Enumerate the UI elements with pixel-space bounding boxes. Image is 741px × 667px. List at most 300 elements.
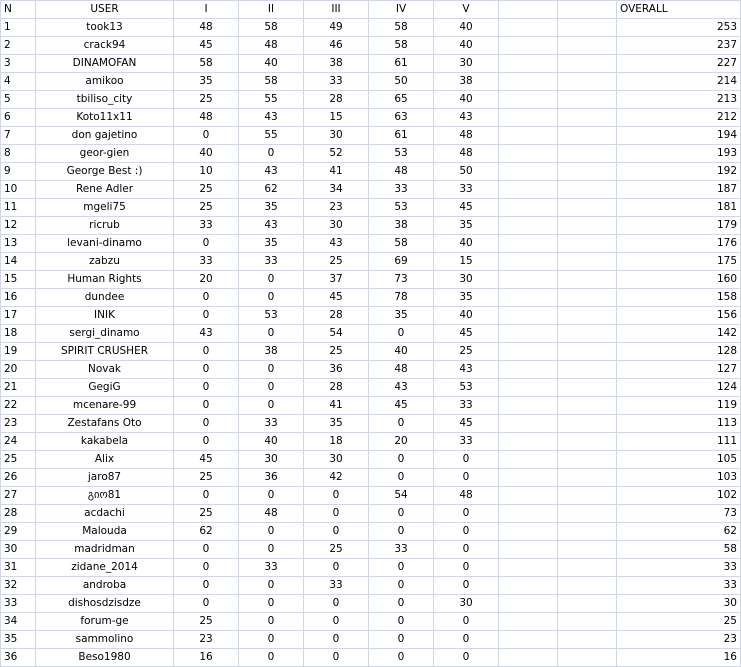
cell-overall[interactable]: 128 — [617, 343, 741, 361]
cell-overall[interactable]: 192 — [617, 163, 741, 181]
cell-n[interactable]: 7 — [1, 127, 36, 145]
cell-iv[interactable]: 65 — [369, 91, 434, 109]
cell-i[interactable]: 25 — [174, 469, 239, 487]
cell-overall[interactable]: 124 — [617, 379, 741, 397]
cell-user[interactable]: jaro87 — [36, 469, 174, 487]
cell-i[interactable]: 48 — [174, 109, 239, 127]
cell-v[interactable]: 30 — [434, 55, 499, 73]
cell-overall[interactable]: 58 — [617, 541, 741, 559]
empty-cell[interactable] — [499, 37, 558, 55]
cell-user[interactable]: took13 — [36, 19, 174, 37]
cell-ii[interactable]: 35 — [239, 199, 304, 217]
empty-cell[interactable] — [499, 181, 558, 199]
cell-overall[interactable]: 213 — [617, 91, 741, 109]
cell-iv[interactable]: 35 — [369, 307, 434, 325]
empty-cell[interactable] — [499, 1, 558, 19]
cell-iv[interactable]: 61 — [369, 55, 434, 73]
cell-n[interactable]: 25 — [1, 451, 36, 469]
empty-cell[interactable] — [558, 289, 617, 307]
cell-iv[interactable]: 0 — [369, 469, 434, 487]
empty-cell[interactable] — [558, 307, 617, 325]
cell-ii[interactable]: 40 — [239, 55, 304, 73]
cell-n[interactable]: 23 — [1, 415, 36, 433]
cell-i[interactable]: 58 — [174, 55, 239, 73]
cell-n[interactable]: 32 — [1, 577, 36, 595]
cell-iii[interactable]: 28 — [304, 379, 369, 397]
empty-cell[interactable] — [499, 163, 558, 181]
empty-cell[interactable] — [558, 595, 617, 613]
cell-iii[interactable]: 49 — [304, 19, 369, 37]
cell-user[interactable]: Alix — [36, 451, 174, 469]
cell-iii[interactable]: 0 — [304, 631, 369, 649]
header-ii[interactable]: II — [239, 1, 304, 19]
cell-i[interactable]: 10 — [174, 163, 239, 181]
cell-n[interactable]: 28 — [1, 505, 36, 523]
empty-cell[interactable] — [499, 253, 558, 271]
cell-i[interactable]: 25 — [174, 505, 239, 523]
cell-i[interactable]: 0 — [174, 487, 239, 505]
empty-cell[interactable] — [558, 523, 617, 541]
cell-user[interactable]: zidane_2014 — [36, 559, 174, 577]
cell-iv[interactable]: 58 — [369, 37, 434, 55]
empty-cell[interactable] — [499, 397, 558, 415]
cell-user[interactable]: mcenare-99 — [36, 397, 174, 415]
cell-iii[interactable]: 28 — [304, 91, 369, 109]
cell-n[interactable]: 31 — [1, 559, 36, 577]
cell-n[interactable]: 26 — [1, 469, 36, 487]
cell-i[interactable]: 0 — [174, 559, 239, 577]
cell-user[interactable]: SPIRIT CRUSHER — [36, 343, 174, 361]
cell-overall[interactable]: 237 — [617, 37, 741, 55]
cell-n[interactable]: 5 — [1, 91, 36, 109]
header-v[interactable]: V — [434, 1, 499, 19]
cell-iii[interactable]: 52 — [304, 145, 369, 163]
cell-i[interactable]: 0 — [174, 289, 239, 307]
empty-cell[interactable] — [499, 307, 558, 325]
cell-iv[interactable]: 40 — [369, 343, 434, 361]
cell-i[interactable]: 0 — [174, 433, 239, 451]
cell-ii[interactable]: 36 — [239, 469, 304, 487]
cell-overall[interactable]: 176 — [617, 235, 741, 253]
cell-user[interactable]: გიო81 — [36, 487, 174, 505]
cell-user[interactable]: sergi_dinamo — [36, 325, 174, 343]
empty-cell[interactable] — [558, 109, 617, 127]
empty-cell[interactable] — [558, 271, 617, 289]
cell-iv[interactable]: 38 — [369, 217, 434, 235]
cell-user[interactable]: kakabela — [36, 433, 174, 451]
cell-v[interactable]: 0 — [434, 541, 499, 559]
empty-cell[interactable] — [558, 343, 617, 361]
cell-ii[interactable]: 58 — [239, 19, 304, 37]
cell-n[interactable]: 10 — [1, 181, 36, 199]
cell-i[interactable]: 0 — [174, 235, 239, 253]
cell-user[interactable]: dundee — [36, 289, 174, 307]
empty-cell[interactable] — [499, 217, 558, 235]
cell-v[interactable]: 0 — [434, 631, 499, 649]
cell-overall[interactable]: 23 — [617, 631, 741, 649]
cell-iv[interactable]: 63 — [369, 109, 434, 127]
cell-i[interactable]: 62 — [174, 523, 239, 541]
cell-v[interactable]: 15 — [434, 253, 499, 271]
cell-i[interactable]: 43 — [174, 325, 239, 343]
cell-overall[interactable]: 127 — [617, 361, 741, 379]
cell-iii[interactable]: 23 — [304, 199, 369, 217]
empty-cell[interactable] — [499, 289, 558, 307]
cell-i[interactable]: 16 — [174, 649, 239, 667]
empty-cell[interactable] — [558, 181, 617, 199]
cell-n[interactable]: 15 — [1, 271, 36, 289]
cell-iii[interactable]: 43 — [304, 235, 369, 253]
empty-cell[interactable] — [499, 595, 558, 613]
empty-cell[interactable] — [499, 19, 558, 37]
empty-cell[interactable] — [499, 379, 558, 397]
cell-iii[interactable]: 36 — [304, 361, 369, 379]
cell-n[interactable]: 11 — [1, 199, 36, 217]
cell-user[interactable]: Human Rights — [36, 271, 174, 289]
cell-i[interactable]: 0 — [174, 379, 239, 397]
cell-iv[interactable]: 20 — [369, 433, 434, 451]
empty-cell[interactable] — [499, 433, 558, 451]
empty-cell[interactable] — [499, 523, 558, 541]
cell-v[interactable]: 45 — [434, 415, 499, 433]
cell-iv[interactable]: 33 — [369, 541, 434, 559]
cell-ii[interactable]: 33 — [239, 415, 304, 433]
empty-cell[interactable] — [558, 379, 617, 397]
empty-cell[interactable] — [499, 91, 558, 109]
empty-cell[interactable] — [499, 271, 558, 289]
cell-overall[interactable]: 175 — [617, 253, 741, 271]
cell-user[interactable]: mgeli75 — [36, 199, 174, 217]
cell-iii[interactable]: 34 — [304, 181, 369, 199]
cell-v[interactable]: 40 — [434, 235, 499, 253]
cell-overall[interactable]: 30 — [617, 595, 741, 613]
empty-cell[interactable] — [558, 397, 617, 415]
cell-iii[interactable]: 0 — [304, 559, 369, 577]
cell-ii[interactable]: 0 — [239, 145, 304, 163]
empty-cell[interactable] — [499, 577, 558, 595]
empty-cell[interactable] — [499, 109, 558, 127]
empty-cell[interactable] — [499, 505, 558, 523]
empty-cell[interactable] — [558, 325, 617, 343]
cell-iii[interactable]: 0 — [304, 613, 369, 631]
cell-i[interactable]: 0 — [174, 127, 239, 145]
cell-overall[interactable]: 142 — [617, 325, 741, 343]
cell-user[interactable]: forum-ge — [36, 613, 174, 631]
cell-i[interactable]: 40 — [174, 145, 239, 163]
cell-iv[interactable]: 45 — [369, 397, 434, 415]
cell-overall[interactable]: 156 — [617, 307, 741, 325]
empty-cell[interactable] — [558, 73, 617, 91]
cell-user[interactable]: madridman — [36, 541, 174, 559]
cell-iv[interactable]: 48 — [369, 361, 434, 379]
empty-cell[interactable] — [558, 505, 617, 523]
cell-iv[interactable]: 58 — [369, 235, 434, 253]
cell-iii[interactable]: 0 — [304, 487, 369, 505]
cell-v[interactable]: 53 — [434, 379, 499, 397]
cell-overall[interactable]: 119 — [617, 397, 741, 415]
cell-ii[interactable]: 55 — [239, 127, 304, 145]
cell-n[interactable]: 33 — [1, 595, 36, 613]
cell-iii[interactable]: 30 — [304, 451, 369, 469]
empty-cell[interactable] — [499, 469, 558, 487]
cell-i[interactable]: 33 — [174, 217, 239, 235]
cell-i[interactable]: 25 — [174, 181, 239, 199]
cell-iv[interactable]: 43 — [369, 379, 434, 397]
cell-n[interactable]: 27 — [1, 487, 36, 505]
empty-cell[interactable] — [499, 541, 558, 559]
cell-overall[interactable]: 181 — [617, 199, 741, 217]
cell-iii[interactable]: 30 — [304, 127, 369, 145]
cell-v[interactable]: 33 — [434, 181, 499, 199]
cell-iv[interactable]: 0 — [369, 523, 434, 541]
cell-overall[interactable]: 33 — [617, 577, 741, 595]
empty-cell[interactable] — [499, 127, 558, 145]
cell-user[interactable]: Beso1980 — [36, 649, 174, 667]
cell-iv[interactable]: 73 — [369, 271, 434, 289]
empty-cell[interactable] — [558, 145, 617, 163]
empty-cell[interactable] — [499, 73, 558, 91]
cell-i[interactable]: 0 — [174, 541, 239, 559]
cell-overall[interactable]: 105 — [617, 451, 741, 469]
cell-ii[interactable]: 0 — [239, 541, 304, 559]
cell-iii[interactable]: 33 — [304, 73, 369, 91]
cell-overall[interactable]: 62 — [617, 523, 741, 541]
cell-iv[interactable]: 0 — [369, 415, 434, 433]
cell-user[interactable]: Rene Adler — [36, 181, 174, 199]
cell-iii[interactable]: 46 — [304, 37, 369, 55]
cell-n[interactable]: 35 — [1, 631, 36, 649]
header-i[interactable]: I — [174, 1, 239, 19]
cell-n[interactable]: 20 — [1, 361, 36, 379]
cell-ii[interactable]: 0 — [239, 523, 304, 541]
cell-v[interactable]: 48 — [434, 145, 499, 163]
cell-user[interactable]: levani-dinamo — [36, 235, 174, 253]
cell-i[interactable]: 0 — [174, 397, 239, 415]
cell-iii[interactable]: 28 — [304, 307, 369, 325]
cell-overall[interactable]: 253 — [617, 19, 741, 37]
cell-ii[interactable]: 0 — [239, 325, 304, 343]
cell-user[interactable]: sammolino — [36, 631, 174, 649]
cell-iii[interactable]: 37 — [304, 271, 369, 289]
cell-user[interactable]: Zestafans Oto — [36, 415, 174, 433]
cell-ii[interactable]: 0 — [239, 649, 304, 667]
cell-v[interactable]: 35 — [434, 217, 499, 235]
cell-n[interactable]: 24 — [1, 433, 36, 451]
cell-v[interactable]: 0 — [434, 559, 499, 577]
empty-cell[interactable] — [558, 469, 617, 487]
cell-iii[interactable]: 25 — [304, 253, 369, 271]
cell-overall[interactable]: 227 — [617, 55, 741, 73]
cell-iv[interactable]: 58 — [369, 19, 434, 37]
cell-n[interactable]: 30 — [1, 541, 36, 559]
cell-n[interactable]: 2 — [1, 37, 36, 55]
cell-i[interactable]: 0 — [174, 361, 239, 379]
cell-v[interactable]: 40 — [434, 91, 499, 109]
cell-user[interactable]: DINAMOFAN — [36, 55, 174, 73]
cell-user[interactable]: geor-gien — [36, 145, 174, 163]
empty-cell[interactable] — [558, 91, 617, 109]
cell-v[interactable]: 33 — [434, 397, 499, 415]
empty-cell[interactable] — [499, 451, 558, 469]
cell-iv[interactable]: 0 — [369, 613, 434, 631]
cell-i[interactable]: 0 — [174, 577, 239, 595]
cell-iii[interactable]: 25 — [304, 343, 369, 361]
cell-ii[interactable]: 48 — [239, 37, 304, 55]
empty-cell[interactable] — [499, 361, 558, 379]
cell-iii[interactable]: 0 — [304, 523, 369, 541]
cell-iv[interactable]: 0 — [369, 649, 434, 667]
empty-cell[interactable] — [499, 631, 558, 649]
empty-cell[interactable] — [558, 451, 617, 469]
cell-i[interactable]: 0 — [174, 307, 239, 325]
cell-ii[interactable]: 43 — [239, 217, 304, 235]
cell-i[interactable]: 20 — [174, 271, 239, 289]
cell-user[interactable]: dishosdzisdze — [36, 595, 174, 613]
cell-ii[interactable]: 0 — [239, 361, 304, 379]
empty-cell[interactable] — [558, 487, 617, 505]
empty-cell[interactable] — [558, 631, 617, 649]
cell-iv[interactable]: 0 — [369, 595, 434, 613]
header-n[interactable]: N — [1, 1, 36, 19]
cell-n[interactable]: 12 — [1, 217, 36, 235]
cell-iii[interactable]: 18 — [304, 433, 369, 451]
empty-cell[interactable] — [499, 199, 558, 217]
cell-overall[interactable]: 111 — [617, 433, 741, 451]
cell-ii[interactable]: 0 — [239, 397, 304, 415]
cell-overall[interactable]: 160 — [617, 271, 741, 289]
cell-ii[interactable]: 0 — [239, 577, 304, 595]
cell-n[interactable]: 1 — [1, 19, 36, 37]
cell-iii[interactable]: 54 — [304, 325, 369, 343]
cell-n[interactable]: 21 — [1, 379, 36, 397]
cell-overall[interactable]: 187 — [617, 181, 741, 199]
cell-i[interactable]: 33 — [174, 253, 239, 271]
cell-ii[interactable]: 55 — [239, 91, 304, 109]
empty-cell[interactable] — [558, 541, 617, 559]
cell-v[interactable]: 45 — [434, 325, 499, 343]
cell-v[interactable]: 48 — [434, 487, 499, 505]
cell-user[interactable]: INIK — [36, 307, 174, 325]
empty-cell[interactable] — [499, 55, 558, 73]
empty-cell[interactable] — [558, 19, 617, 37]
cell-n[interactable]: 36 — [1, 649, 36, 667]
cell-overall[interactable]: 16 — [617, 649, 741, 667]
cell-ii[interactable]: 58 — [239, 73, 304, 91]
cell-overall[interactable]: 179 — [617, 217, 741, 235]
cell-iii[interactable]: 38 — [304, 55, 369, 73]
empty-cell[interactable] — [558, 37, 617, 55]
cell-v[interactable]: 48 — [434, 127, 499, 145]
cell-user[interactable]: acdachi — [36, 505, 174, 523]
cell-v[interactable]: 0 — [434, 523, 499, 541]
cell-i[interactable]: 0 — [174, 595, 239, 613]
cell-ii[interactable]: 48 — [239, 505, 304, 523]
cell-ii[interactable]: 40 — [239, 433, 304, 451]
cell-v[interactable]: 45 — [434, 199, 499, 217]
empty-cell[interactable] — [558, 361, 617, 379]
cell-n[interactable]: 17 — [1, 307, 36, 325]
cell-iii[interactable]: 35 — [304, 415, 369, 433]
cell-v[interactable]: 0 — [434, 451, 499, 469]
cell-user[interactable]: zabzu — [36, 253, 174, 271]
cell-n[interactable]: 4 — [1, 73, 36, 91]
cell-i[interactable]: 25 — [174, 91, 239, 109]
cell-iii[interactable]: 0 — [304, 505, 369, 523]
cell-ii[interactable]: 43 — [239, 163, 304, 181]
cell-ii[interactable]: 53 — [239, 307, 304, 325]
cell-overall[interactable]: 73 — [617, 505, 741, 523]
cell-ii[interactable]: 0 — [239, 487, 304, 505]
empty-cell[interactable] — [558, 199, 617, 217]
empty-cell[interactable] — [499, 649, 558, 667]
cell-iv[interactable]: 78 — [369, 289, 434, 307]
cell-iii[interactable]: 0 — [304, 595, 369, 613]
cell-ii[interactable]: 33 — [239, 559, 304, 577]
cell-iii[interactable]: 41 — [304, 397, 369, 415]
cell-ii[interactable]: 0 — [239, 595, 304, 613]
cell-ii[interactable]: 0 — [239, 613, 304, 631]
cell-v[interactable]: 0 — [434, 469, 499, 487]
cell-user[interactable]: androba — [36, 577, 174, 595]
cell-iii[interactable]: 0 — [304, 649, 369, 667]
empty-cell[interactable] — [558, 55, 617, 73]
cell-i[interactable]: 25 — [174, 613, 239, 631]
header-iii[interactable]: III — [304, 1, 369, 19]
cell-overall[interactable]: 103 — [617, 469, 741, 487]
empty-cell[interactable] — [499, 235, 558, 253]
empty-cell[interactable] — [499, 145, 558, 163]
cell-user[interactable]: Malouda — [36, 523, 174, 541]
cell-iv[interactable]: 54 — [369, 487, 434, 505]
cell-n[interactable]: 9 — [1, 163, 36, 181]
empty-cell[interactable] — [558, 127, 617, 145]
cell-v[interactable]: 0 — [434, 649, 499, 667]
cell-ii[interactable]: 33 — [239, 253, 304, 271]
cell-i[interactable]: 45 — [174, 37, 239, 55]
cell-v[interactable]: 33 — [434, 433, 499, 451]
cell-i[interactable]: 25 — [174, 199, 239, 217]
header-iv[interactable]: IV — [369, 1, 434, 19]
header-user[interactable]: USER — [36, 1, 174, 19]
cell-iii[interactable]: 41 — [304, 163, 369, 181]
cell-v[interactable]: 38 — [434, 73, 499, 91]
cell-n[interactable]: 18 — [1, 325, 36, 343]
cell-n[interactable]: 16 — [1, 289, 36, 307]
cell-ii[interactable]: 0 — [239, 271, 304, 289]
cell-v[interactable]: 40 — [434, 307, 499, 325]
cell-n[interactable]: 6 — [1, 109, 36, 127]
empty-cell[interactable] — [558, 649, 617, 667]
cell-iv[interactable]: 0 — [369, 631, 434, 649]
cell-i[interactable]: 0 — [174, 343, 239, 361]
empty-cell[interactable] — [499, 559, 558, 577]
cell-ii[interactable]: 30 — [239, 451, 304, 469]
cell-user[interactable]: crack94 — [36, 37, 174, 55]
empty-cell[interactable] — [558, 163, 617, 181]
cell-ii[interactable]: 43 — [239, 109, 304, 127]
cell-iv[interactable]: 61 — [369, 127, 434, 145]
cell-iv[interactable]: 53 — [369, 199, 434, 217]
cell-ii[interactable]: 0 — [239, 379, 304, 397]
cell-iv[interactable]: 33 — [369, 181, 434, 199]
cell-iv[interactable]: 0 — [369, 559, 434, 577]
cell-overall[interactable]: 102 — [617, 487, 741, 505]
cell-v[interactable]: 40 — [434, 37, 499, 55]
cell-iii[interactable]: 15 — [304, 109, 369, 127]
cell-i[interactable]: 0 — [174, 415, 239, 433]
cell-iii[interactable]: 42 — [304, 469, 369, 487]
cell-n[interactable]: 14 — [1, 253, 36, 271]
